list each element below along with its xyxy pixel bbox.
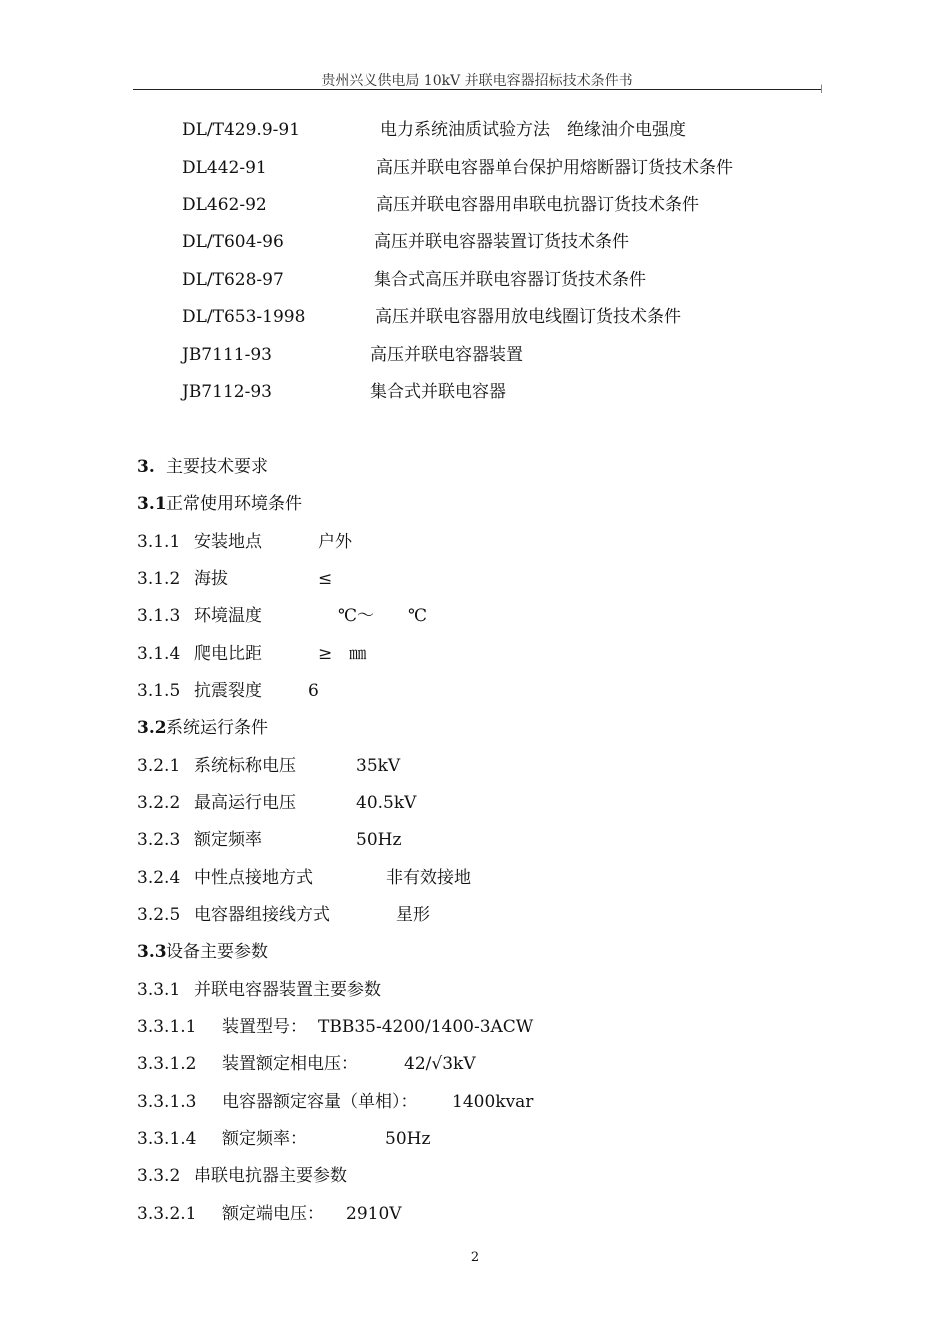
item-value: 6 xyxy=(308,681,319,701)
item-label: 系统标称电压 xyxy=(194,756,296,776)
item-label: 并联电容器装置主要参数 xyxy=(194,980,381,1000)
item-label: 装置额定相电压： xyxy=(222,1054,358,1074)
header-mark: | xyxy=(820,84,823,93)
item-label: 环境温度 xyxy=(194,606,262,626)
item-label: 电容器组接线方式 xyxy=(194,905,330,925)
page-number: 2 xyxy=(470,1250,480,1265)
item-label: 中性点接地方式 xyxy=(194,868,313,888)
item-number: 3.2.4 xyxy=(137,868,181,888)
item-number: 3.2.5 xyxy=(137,905,181,925)
item-value xyxy=(404,1053,476,1075)
standard-title: 高压并联电容器单台保护用熔断器订货技术条件 xyxy=(376,158,733,178)
item-label: 串联电抗器主要参数 xyxy=(194,1166,347,1186)
standard-code: DL/T628-97 xyxy=(182,270,284,290)
item-number: 3.3.2 xyxy=(137,1166,181,1186)
standard-code: DL/T604-96 xyxy=(182,232,284,252)
item-number: 3.1.1 xyxy=(137,532,181,552)
standard-title: 集合式高压并联电容器订货技术条件 xyxy=(374,270,646,290)
subsection-title: 系统运行条件 xyxy=(166,718,268,738)
item-value: 2910V xyxy=(346,1204,402,1224)
standard-code: DL442-91 xyxy=(182,158,267,178)
item-number: 3.2.3 xyxy=(137,830,181,850)
item-number: 3.1.3 xyxy=(137,606,181,626)
standard-title: 电力系统油质试验方法 绝缘油介电强度 xyxy=(380,120,686,140)
item-number: 3.3.1 xyxy=(137,980,181,1000)
item-label: 安装地点 xyxy=(194,532,262,552)
item-value: 星形 xyxy=(396,905,430,925)
subsection-title: 设备主要参数 xyxy=(166,942,268,962)
item-number: 3.2.1 xyxy=(137,756,181,776)
standard-code: DL462-92 xyxy=(182,195,267,215)
standard-title: 高压并联电容器用串联电抗器订货技术条件 xyxy=(376,195,699,215)
item-label: 额定频率 xyxy=(194,830,262,850)
header-rule xyxy=(133,89,821,90)
item-label: 电容器额定容量（单相）： xyxy=(222,1092,418,1112)
item-value: 35kV xyxy=(356,756,401,776)
item-label: 爬电比距 xyxy=(194,644,262,664)
subsection-number: 3.1 xyxy=(137,494,167,514)
item-number: 3.3.1.2 xyxy=(137,1054,197,1074)
section-title: 主要技术要求 xyxy=(166,457,268,477)
item-number: 3.3.1.1 xyxy=(137,1017,197,1037)
item-number: 3.1.2 xyxy=(137,569,181,589)
item-value: ≥ ㎜ xyxy=(318,644,367,664)
item-value: TBB35-4200/1400-3ACW xyxy=(318,1017,534,1037)
standard-title: 高压并联电容器装置 xyxy=(370,345,523,365)
item-label: 装置型号： xyxy=(222,1017,307,1037)
subsection-title: 正常使用环境条件 xyxy=(166,494,302,514)
item-number: 3.1.4 xyxy=(137,644,181,664)
subsection-number: 3.2 xyxy=(137,718,167,738)
sqrt-symbol: √ xyxy=(431,1054,443,1074)
item-number: 3.3.1.3 xyxy=(137,1092,197,1112)
item-value: ℃～ ℃ xyxy=(338,606,428,626)
item-value: ≤ xyxy=(318,569,333,589)
item-label: 额定频率： xyxy=(222,1129,307,1149)
standard-code: DL/T653-1998 xyxy=(182,307,306,327)
standard-title: 高压并联电容器用放电线圈订货技术条件 xyxy=(375,307,681,327)
standard-title: 集合式并联电容器 xyxy=(370,382,506,402)
item-value: 50Hz xyxy=(356,830,402,850)
item-label: 最高运行电压 xyxy=(194,793,296,813)
value-radicand: 3kV xyxy=(442,1054,476,1074)
standard-code: DL/T429.9-91 xyxy=(182,120,301,140)
standard-code: JB7112-93 xyxy=(182,382,272,402)
item-label: 额定端电压： xyxy=(222,1204,324,1224)
standard-title: 高压并联电容器装置订货技术条件 xyxy=(374,232,629,252)
subsection-number: 3.3 xyxy=(137,942,167,962)
item-value: 1400kvar xyxy=(452,1092,534,1112)
item-label: 海拔 xyxy=(194,569,228,589)
page-header: 贵州兴义供电局 10kV 并联电容器招标技术条件书 xyxy=(321,73,633,89)
item-value: 40.5kV xyxy=(356,793,417,813)
item-number: 3.1.5 xyxy=(137,681,181,701)
item-value: 非有效接地 xyxy=(386,868,471,888)
item-label: 抗震裂度 xyxy=(194,681,262,701)
item-number: 3.3.2.1 xyxy=(137,1204,197,1224)
standard-code: JB7111-93 xyxy=(182,345,272,365)
item-number: 3.2.2 xyxy=(137,793,181,813)
item-number: 3.3.1.4 xyxy=(137,1129,197,1149)
section-number: 3. xyxy=(137,457,155,477)
value-prefix: 42/ xyxy=(404,1054,432,1074)
item-value: 50Hz xyxy=(385,1129,431,1149)
item-value: 户外 xyxy=(318,532,352,552)
